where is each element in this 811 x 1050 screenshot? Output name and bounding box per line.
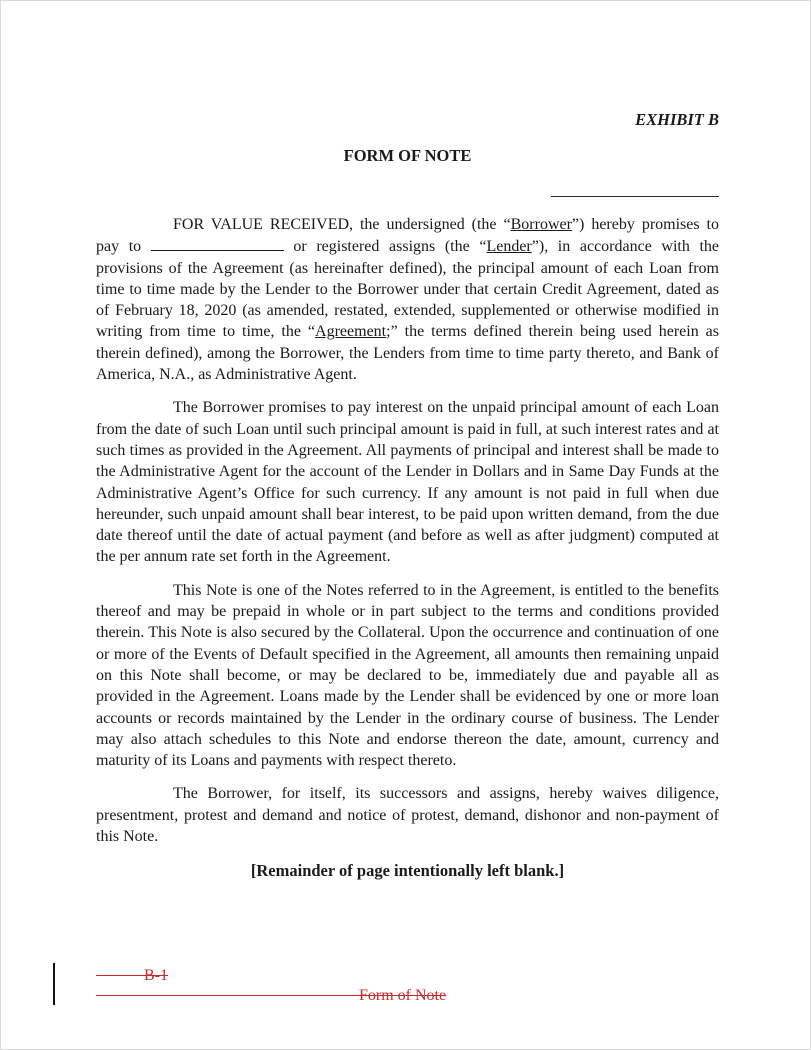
remainder-note: [Remainder of page intentionally left blank.] <box>250 861 565 881</box>
deleted-tab-leader <box>96 975 144 976</box>
body-paragraphs <box>96 214 719 847</box>
paragraph <box>96 214 719 385</box>
defined-term: Borrower <box>510 216 572 233</box>
deleted-text: Form of Note <box>359 987 447 1004</box>
fill-in-blank <box>151 235 284 251</box>
date-blank-line <box>551 166 719 197</box>
text-run: The Borrower, for itself, its successors and assigns, hereby waives diligence, presentment, protest and demand and notice of protest, demand, dishonor and non-payment of this Note. <box>96 785 719 846</box>
paragraph <box>96 783 719 847</box>
text-run: ”), in accordance with the provisions of the Agreement (as hereinafter defined), the principal amount of each Loan from time to time made by the Lender to the Borrower under that certain Credit Agreement, dated as of February 18, 2020 (as amended, restated, extended, supplemented or otherwise modified in writing from time to time, the “ <box>96 238 720 341</box>
text-run: ;” the terms defined therein being used herein as therein defined), among the Borrower, the Lenders from time to time party thereto, and Bank of America, N.A., as Administrative Agent. <box>96 323 720 384</box>
text-run: ”) hereby promises to pay to <box>96 216 719 256</box>
paragraph <box>96 397 719 567</box>
defined-term: Agreement <box>315 323 387 341</box>
deleted-tab-leader <box>96 995 359 996</box>
text-run: The Borrower promises to pay interest on the unpaid principal amount of each Loan from the date of such Loan until such principal amount is paid in full, at such interest rates and at such times as provided in the Agreement. All payments of principal and interest shall be made to the Administrative Agent for the account of the Lender in Dollars and in Same Day Funds at the Administrative Agent’s Office for such currency. If any amount is not paid in full when due hereunder, such unpaid amount shall bear interest, to be paid upon written demand, from the due date thereof until the date of actual payment (and before as well as after judgment) computed at the per annum rate set forth in the Agreement. <box>96 399 719 566</box>
defined-term: Lender <box>486 238 532 256</box>
revision-change-bar <box>53 963 55 1005</box>
text-run: or registered assigns (the “ <box>283 238 487 256</box>
text-run: This Note is one of the Notes referred to in the Agreement, is entitled to the benefits thereof and may be prepaid in whole or in part subject to the terms and conditions provided therein. This Note is also secured by the Collateral. Upon the occurrence and continuation of one or more of the Events of Default specified in the Agreement, all amounts then remaining unpaid on this Note shall become, or may be declared to be, immediately due and payable all as provided in the Agreement. Loans made by the Lender shall be evidenced by one or more loan accounts or records maintained by the Lender in the ordinary course of business. The Lender may also attach schedules to this Note and endorse thereon the date, amount, currency and maturity of its Loans and payments with respect thereto. <box>96 581 719 770</box>
deleted-footer-line <box>96 966 446 986</box>
deleted-footer-lines <box>96 966 446 1006</box>
deleted-text: B-1 <box>144 967 168 984</box>
document-title: FORM OF NOTE <box>343 146 472 165</box>
text-run: FOR VALUE RECEIVED, the undersigned (the “ <box>173 216 511 233</box>
deleted-footer-line <box>96 986 446 1006</box>
page-content <box>96 109 719 893</box>
exhibit-label: EXHIBIT B <box>635 110 719 129</box>
paragraph <box>96 580 719 772</box>
